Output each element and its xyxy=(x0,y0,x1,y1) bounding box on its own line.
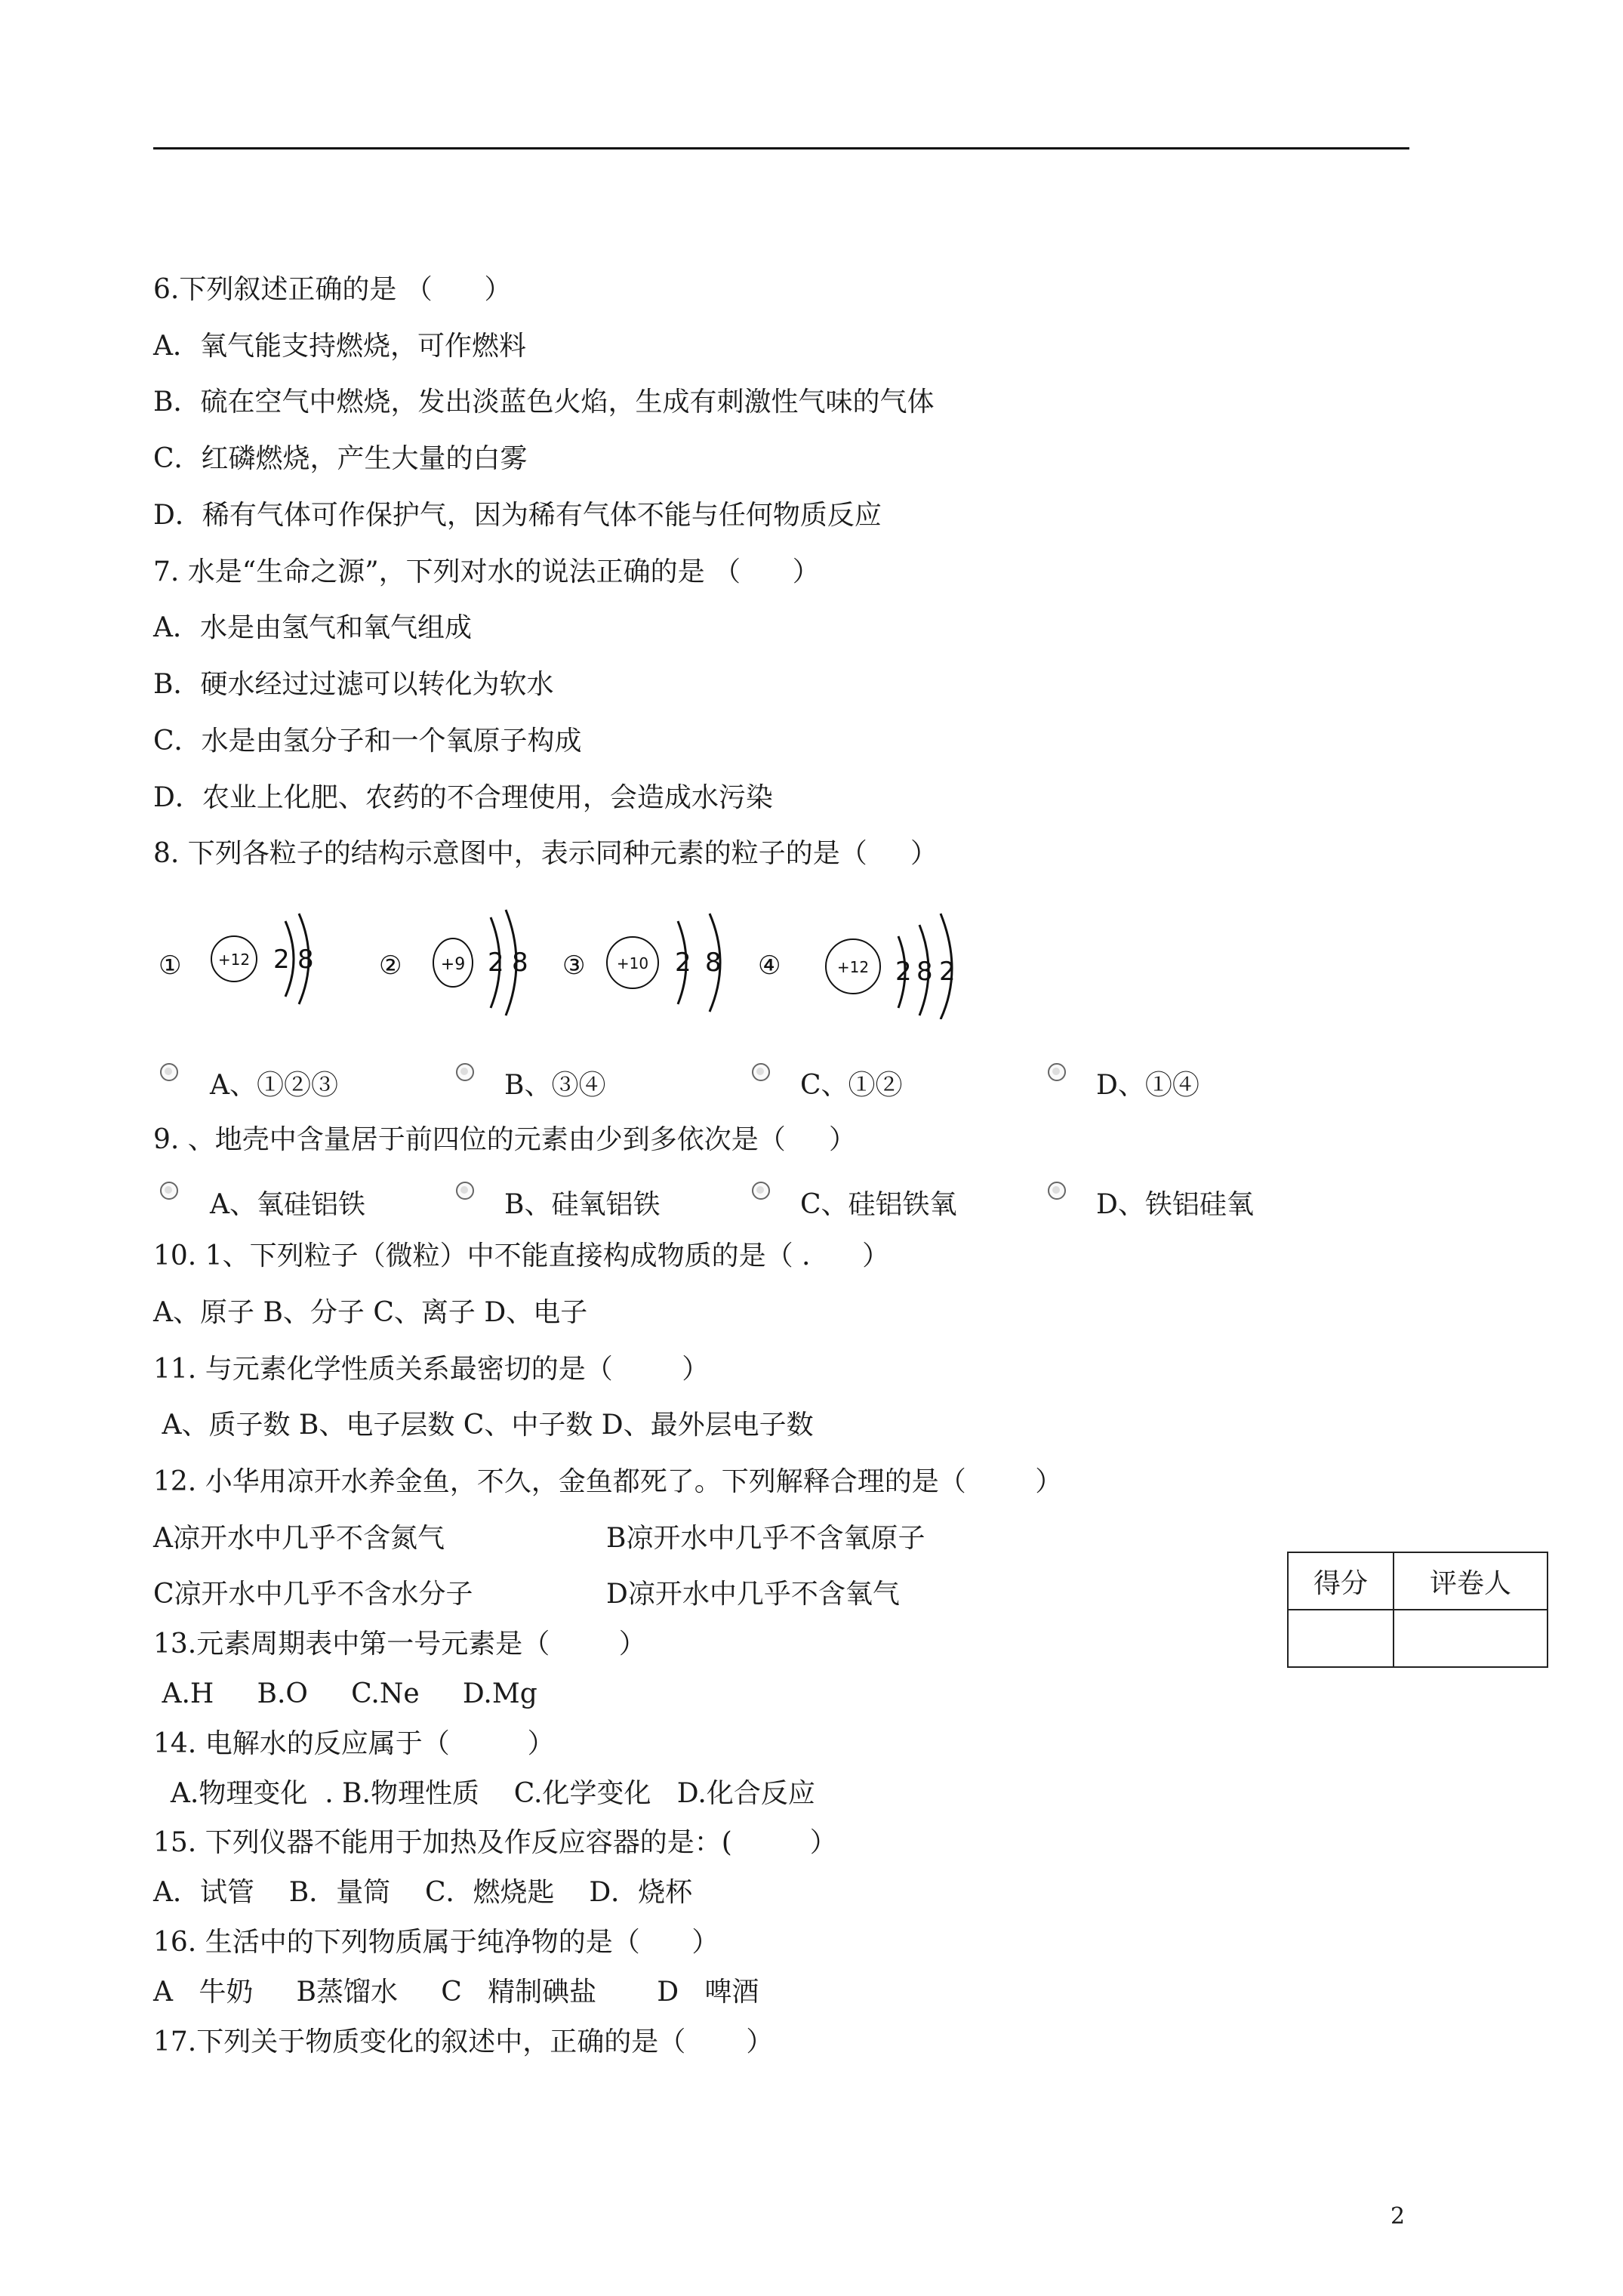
question-12-option-b: B凉开水中几乎不含氧原子 xyxy=(606,1523,925,1554)
question-7-option-a: A．水是由氢气和氧气组成 xyxy=(153,612,472,643)
question-11-options: A、质子数 B、电子层数 C、中子数 D、最外层电子数 xyxy=(153,1410,814,1441)
q8-option-c: C、①② xyxy=(800,1070,903,1101)
q8-option-b-radio[interactable] xyxy=(456,1063,474,1081)
question-9-stem: 9. 、地壳中含量居于前四位的元素由少到多依次是（ ） xyxy=(153,1124,857,1155)
score-box xyxy=(1287,1552,1548,1668)
atom-3-nucleus-charge: +10 xyxy=(616,954,649,972)
question-10-stem: 10. 1、下列粒子（微粒）中不能直接构成物质的是（ . ） xyxy=(153,1240,890,1271)
question-12-option-a: A凉开水中几乎不含氮气 xyxy=(153,1523,445,1554)
header-rule xyxy=(153,147,1409,149)
question-6-option-c: C．红磷燃烧，产生大量的白雾 xyxy=(153,443,528,474)
score-label: 得分 xyxy=(1288,1552,1394,1610)
q8-option-d: D、①④ xyxy=(1096,1070,1200,1101)
q9-option-b: B、硅氧铝铁 xyxy=(504,1189,661,1220)
question-6-option-b: B．硫在空气中燃烧，发出淡蓝色火焰，生成有刺激性气味的气体 xyxy=(153,387,935,418)
q8-option-a-radio[interactable] xyxy=(160,1063,178,1081)
question-12-option-d: D凉开水中几乎不含氧气 xyxy=(606,1579,900,1610)
grader-cell[interactable] xyxy=(1394,1610,1548,1667)
atom-1-label: ① xyxy=(159,951,182,981)
atom-4-shell-2-count: 8 xyxy=(916,957,933,987)
atom-3-shell-1-count: 2 xyxy=(675,948,691,978)
q9-option-c: C、硅铝铁氧 xyxy=(800,1189,957,1220)
question-11-stem: 11. 与元素化学性质关系最密切的是（ ） xyxy=(153,1354,710,1385)
question-7-option-b: B．硬水经过过滤可以转化为软水 xyxy=(153,669,554,700)
question-15-options: A．试管 B．量筒 C．燃烧匙 D．烧杯 xyxy=(153,1877,693,1908)
question-14-options: A.物理变化 . B.物理性质 C.化学变化 D.化合反应 xyxy=(153,1778,815,1809)
q9-option-a-radio[interactable] xyxy=(160,1182,178,1200)
question-6-option-d: D．稀有气体可作保护气，因为稀有气体不能与任何物质反应 xyxy=(153,500,882,531)
question-16-options: A 牛奶 B蒸馏水 C 精制碘盐 D 啤酒 xyxy=(153,1977,759,2008)
atom-3-shell-2-count: 8 xyxy=(705,948,722,978)
question-8-stem: 8. 下列各粒子的结构示意图中，表示同种元素的粒子的是（ ） xyxy=(153,838,938,869)
question-6-option-a: A．氧气能支持燃烧，可作燃料 xyxy=(153,331,526,362)
atom-4-shell-3-count: 2 xyxy=(939,957,956,987)
question-16-stem: 16. 生活中的下列物质属于纯净物的是（ ） xyxy=(153,1927,719,1958)
question-15-stem: 15. 下列仪器不能用于加热及作反应容器的是：( ） xyxy=(153,1827,837,1858)
atom-1-shell-1-count: 2 xyxy=(273,945,290,975)
atom-structure-diagrams xyxy=(151,898,981,1019)
atom-3-label: ③ xyxy=(562,951,586,981)
q8-option-d-radio[interactable] xyxy=(1048,1063,1066,1081)
atom-2-shell-1-count: 2 xyxy=(488,948,504,978)
atom-2-label: ② xyxy=(379,951,402,981)
question-7-option-d: D．农业上化肥、农药的不合理使用，会造成水污染 xyxy=(153,782,773,813)
question-12-option-c: C凉开水中几乎不含水分子 xyxy=(153,1579,473,1610)
q9-option-d-radio[interactable] xyxy=(1048,1182,1066,1200)
question-12-stem: 12. 小华用凉开水养金鱼，不久，金鱼都死了。下列解释合理的是（ ） xyxy=(153,1466,1063,1497)
atom-4-shell-1-count: 2 xyxy=(895,957,912,987)
page-number: 2 xyxy=(1390,2203,1406,2230)
atom-4-label: ④ xyxy=(758,951,781,981)
q9-option-a: A、氧硅铝铁 xyxy=(210,1189,365,1220)
q9-option-d: D、铁铝硅氧 xyxy=(1096,1189,1254,1220)
question-6-stem: 6.下列叙述正确的是 （ ） xyxy=(153,274,512,305)
question-17-stem: 17.下列关于物质变化的叙述中，正确的是（ ） xyxy=(153,2026,774,2057)
question-7-option-c: C．水是由氢分子和一个氧原子构成 xyxy=(153,726,582,757)
question-14-stem: 14. 电解水的反应属于（ ） xyxy=(153,1728,555,1759)
atom-2-shell-2-count: 8 xyxy=(512,948,528,978)
atom-4-nucleus-charge: +12 xyxy=(836,958,870,976)
question-13-stem: 13.元素周期表中第一号元素是（ ） xyxy=(153,1629,646,1660)
grader-label: 评卷人 xyxy=(1394,1552,1548,1610)
question-10-options: A、原子 B、分子 C、离子 D、电子 xyxy=(153,1297,588,1328)
atom-2-nucleus-charge: +9 xyxy=(440,955,466,974)
question-13-options: A.H B.O C.Ne D.Mg xyxy=(153,1678,537,1709)
question-7-stem: 7. 水是“生命之源”，下列对水的说法正确的是 （ ） xyxy=(153,556,820,587)
q9-option-c-radio[interactable] xyxy=(752,1182,770,1200)
score-cell[interactable] xyxy=(1288,1610,1394,1667)
q8-option-c-radio[interactable] xyxy=(752,1063,770,1081)
atom-1-nucleus-charge: +12 xyxy=(217,951,251,969)
q8-option-b: B、③④ xyxy=(504,1070,606,1101)
atom-1-shell-2-count: 8 xyxy=(297,945,314,975)
q9-option-b-radio[interactable] xyxy=(456,1182,474,1200)
q8-option-a: A、①②③ xyxy=(210,1070,338,1101)
